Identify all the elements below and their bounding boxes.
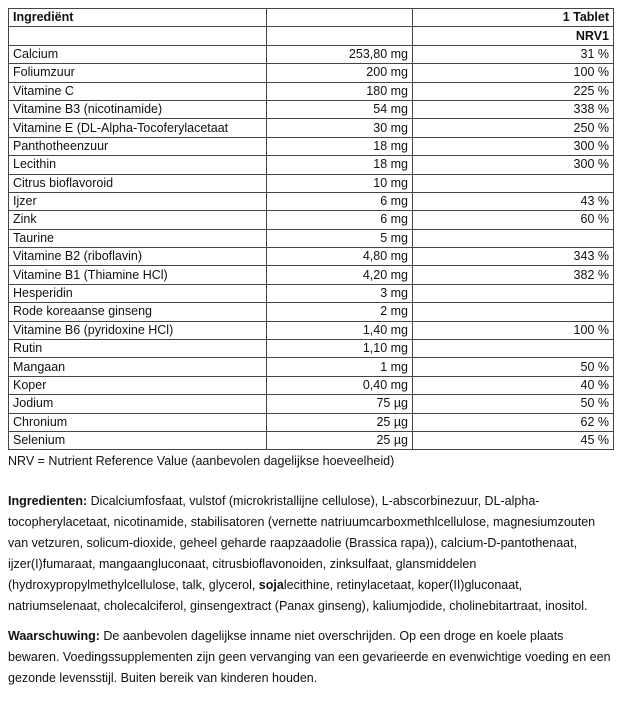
- ingredient-amount: 253,80 mg: [267, 45, 413, 63]
- ingredient-nrv: 62 %: [413, 413, 614, 431]
- ingredient-name: Foliumzuur: [9, 64, 267, 82]
- ingredient-name: Rode koreaanse ginseng: [9, 303, 267, 321]
- ingredient-amount: 18 mg: [267, 137, 413, 155]
- ingredient-name: Panthotheenzuur: [9, 137, 267, 155]
- table-header-row: [9, 9, 614, 27]
- ingredient-amount: 75 µg: [267, 395, 413, 413]
- ingredient-amount: 18 mg: [267, 156, 413, 174]
- table-row: [9, 395, 614, 413]
- ingredient-name: Zink: [9, 211, 267, 229]
- ingredient-nrv: [413, 340, 614, 358]
- table-row: [9, 303, 614, 321]
- ingredient-amount: 180 mg: [267, 82, 413, 100]
- ingredients-allergen: soja: [258, 578, 284, 593]
- ingredient-amount: 30 mg: [267, 119, 413, 137]
- ingredient-amount: 0,40 mg: [267, 376, 413, 394]
- table-row: [9, 413, 614, 431]
- ingredient-nrv: 45 %: [413, 431, 614, 449]
- ingredient-nrv: 40 %: [413, 376, 614, 394]
- ingredient-name: Mangaan: [9, 358, 267, 376]
- ingredient-amount: 1,40 mg: [267, 321, 413, 339]
- table-row: [9, 284, 614, 302]
- table-row: [9, 431, 614, 449]
- table-row: [9, 248, 614, 266]
- ingredient-name: Vitamine B1 (Thiamine HCl): [9, 266, 267, 284]
- ingredient-nrv: [413, 174, 614, 192]
- ingredients-paragraph: [8, 491, 614, 617]
- ingredient-nrv: 382 %: [413, 266, 614, 284]
- ingredient-nrv: 50 %: [413, 358, 614, 376]
- table-row: [9, 156, 614, 174]
- ingredient-amount: 25 µg: [267, 431, 413, 449]
- table-row: [9, 64, 614, 82]
- ingredient-amount: 1 mg: [267, 358, 413, 376]
- table-row: [9, 340, 614, 358]
- ingredient-nrv: 338 %: [413, 100, 614, 118]
- ingredient-nrv: 50 %: [413, 395, 614, 413]
- ingredient-amount: 6 mg: [267, 211, 413, 229]
- ingredient-amount: 4,80 mg: [267, 248, 413, 266]
- ingredient-nrv: 31 %: [413, 45, 614, 63]
- ingredient-nrv: [413, 303, 614, 321]
- ingredient-nrv: [413, 229, 614, 247]
- ingredient-nrv: 250 %: [413, 119, 614, 137]
- ingredient-nrv: 225 %: [413, 82, 614, 100]
- table-row: [9, 82, 614, 100]
- ingredients-text-1: Dicalciumfosfaat, vulstof (microkristallijne cellulose), L-abscorbinezuur, DL-alpha-tocopherylacetaat, nicotinamide, stabilisatoren (vernette natriuumcarboxmethlcellulose, magnesiumzouten van vetzuren, solicum-dioxide, geheel geharde raapzaadolie (Brassica rapa)), calcium-D-pantothenaat, ijzer(I)fumaraat, mangaangluconaat, citrusbioflavonoiden, zinksulfaat, glansmiddelen (hydroxypropylmethylcellulose, talk, glycerol,: [8, 494, 596, 593]
- table-row: [9, 211, 614, 229]
- ingredient-amount: 4,20 mg: [267, 266, 413, 284]
- subheader-empty-1: [9, 27, 267, 45]
- table-row: [9, 137, 614, 155]
- ingredient-name: Calcium: [9, 45, 267, 63]
- ingredient-name: Citrus bioflavoroid: [9, 174, 267, 192]
- table-row: [9, 376, 614, 394]
- ingredient-name: Vitamine B6 (pyridoxine HCl): [9, 321, 267, 339]
- warning-text: De aanbevolen dagelijkse inname niet overschrijden. Op een droge en koele plaats bewaren. Voedingssupplementen zijn geen vervanging van een gevarieerde en evenwichtige voeding en een gezonde levensstijl. Buiten bereik van kinderen houden.: [8, 629, 611, 686]
- warning-label: Waarschuwing:: [8, 629, 100, 644]
- table-row: [9, 358, 614, 376]
- document: [8, 8, 614, 689]
- ingredient-amount: 5 mg: [267, 229, 413, 247]
- table-row: [9, 174, 614, 192]
- ingredient-nrv: 43 %: [413, 192, 614, 210]
- table-row: [9, 229, 614, 247]
- ingredient-name: Rutin: [9, 340, 267, 358]
- ingredients-text-2: lecithine, retinylacetaat, koper(II)gluconaat, natriumselenaat, cholecalciferol, ginsengextract (Panax ginseng), kaliumjodide, cholinebitartraat, inositol.: [8, 578, 588, 614]
- header-ingredient: Ingrediënt: [9, 9, 267, 27]
- ingredient-amount: 54 mg: [267, 100, 413, 118]
- ingredient-name: Vitamine E (DL-Alpha-Tocoferylacetaat: [9, 119, 267, 137]
- warning-paragraph: [8, 626, 614, 689]
- ingredient-amount: 6 mg: [267, 192, 413, 210]
- ingredient-nrv: 100 %: [413, 321, 614, 339]
- ingredient-name: Ijzer: [9, 192, 267, 210]
- subheader-empty-2: [267, 27, 413, 45]
- ingredient-nrv: 300 %: [413, 156, 614, 174]
- ingredient-name: Lecithin: [9, 156, 267, 174]
- ingredient-name: Jodium: [9, 395, 267, 413]
- ingredient-name: Vitamine B2 (riboflavin): [9, 248, 267, 266]
- ingredient-name: Selenium: [9, 431, 267, 449]
- ingredient-nrv: 60 %: [413, 211, 614, 229]
- ingredient-name: Hesperidin: [9, 284, 267, 302]
- ingredient-nrv: 343 %: [413, 248, 614, 266]
- ingredient-amount: 2 mg: [267, 303, 413, 321]
- nrv-note: NRV = Nutrient Reference Value (aanbevolen dagelijkse hoeveelheid): [8, 454, 395, 469]
- header-per-tablet: 1 Tablet: [413, 9, 614, 27]
- table-row: [9, 119, 614, 137]
- table-row: [9, 192, 614, 210]
- ingredient-name: Vitamine B3 (nicotinamide): [9, 100, 267, 118]
- ingredient-name: Taurine: [9, 229, 267, 247]
- ingredient-amount: 200 mg: [267, 64, 413, 82]
- ingredients-label: Ingredienten:: [8, 494, 88, 509]
- nutrition-table: [8, 8, 614, 450]
- ingredient-name: Chronium: [9, 413, 267, 431]
- ingredient-amount: 1,10 mg: [267, 340, 413, 358]
- table-subheader-row: [9, 27, 614, 45]
- ingredient-amount: 25 µg: [267, 413, 413, 431]
- ingredient-amount: 3 mg: [267, 284, 413, 302]
- ingredient-nrv: 300 %: [413, 137, 614, 155]
- ingredient-amount: 10 mg: [267, 174, 413, 192]
- ingredient-name: Vitamine C: [9, 82, 267, 100]
- table-row: [9, 100, 614, 118]
- ingredient-name: Koper: [9, 376, 267, 394]
- ingredient-nrv: 100 %: [413, 64, 614, 82]
- header-nrv: NRV1: [413, 27, 614, 45]
- table-row: [9, 266, 614, 284]
- header-empty: [267, 9, 413, 27]
- table-row: [9, 321, 614, 339]
- ingredient-nrv: [413, 284, 614, 302]
- table-row: [9, 45, 614, 63]
